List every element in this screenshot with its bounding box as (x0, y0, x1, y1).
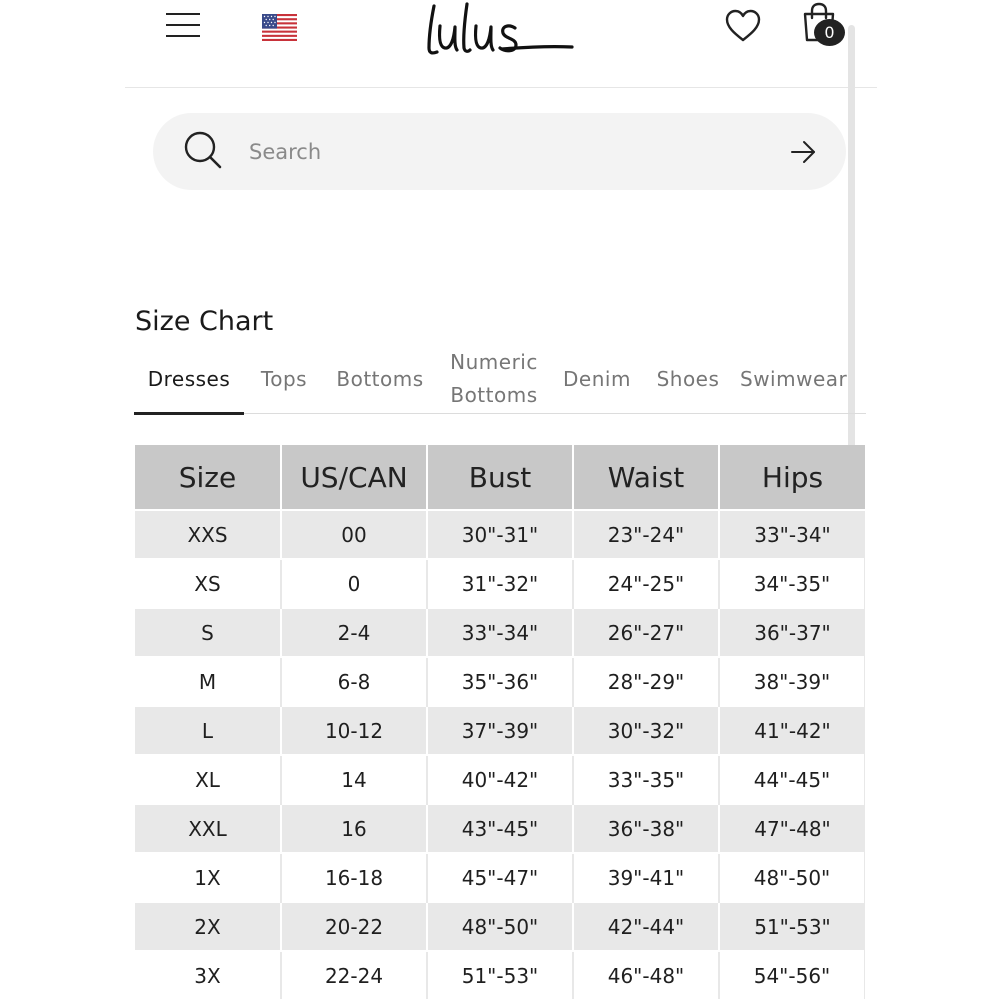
size-table (135, 445, 865, 999)
table-cell: XS (135, 559, 281, 608)
table-cell: 30"-32" (573, 706, 719, 755)
column-header-waist: Waist (573, 445, 719, 510)
size-chart-title: Size Chart (135, 306, 274, 337)
table-cell: 33"-34" (427, 608, 573, 657)
table-row (135, 755, 865, 804)
table-cell: 42"-44" (573, 902, 719, 951)
size-table-container (135, 445, 865, 999)
table-header-row (135, 445, 865, 510)
table-cell: 22-24 (281, 951, 427, 999)
table-cell: 20-22 (281, 902, 427, 951)
table-cell: 23"-24" (573, 510, 719, 559)
column-header-bust: Bust (427, 445, 573, 510)
tab-tops[interactable]: Tops (260, 366, 308, 391)
table-cell: 33"-35" (573, 755, 719, 804)
column-header-size: Size (135, 445, 281, 510)
scrollbar[interactable] (848, 25, 855, 515)
table-cell: 14 (281, 755, 427, 804)
table-cell: 48"-50" (719, 853, 865, 902)
table-cell: 39"-41" (573, 853, 719, 902)
table-cell: 6-8 (281, 657, 427, 706)
table-row (135, 657, 865, 706)
table-cell: 16 (281, 804, 427, 853)
table-row (135, 902, 865, 951)
heart-icon[interactable] (724, 8, 762, 44)
tab-swimwear[interactable]: Swimwear (740, 366, 848, 391)
table-cell: 40"-42" (427, 755, 573, 804)
tab-denim[interactable]: Denim (563, 366, 631, 391)
table-row (135, 608, 865, 657)
table-cell: 34"-35" (719, 559, 865, 608)
search-input[interactable] (247, 131, 771, 173)
table-cell: 43"-45" (427, 804, 573, 853)
table-cell: S (135, 608, 281, 657)
arrow-right-icon[interactable] (789, 139, 817, 165)
size-chart-tabs (134, 344, 866, 416)
tab-shoes[interactable]: Shoes (656, 366, 720, 391)
table-cell: XXS (135, 510, 281, 559)
table-cell: 38"-39" (719, 657, 865, 706)
tab-bottoms[interactable]: Bottoms (336, 366, 424, 391)
table-row (135, 510, 865, 559)
table-cell: 16-18 (281, 853, 427, 902)
table-cell: 00 (281, 510, 427, 559)
table-cell: XXL (135, 804, 281, 853)
table-row (135, 951, 865, 999)
hamburger-menu-icon[interactable] (166, 11, 200, 39)
column-header-hips: Hips (719, 445, 865, 510)
table-row (135, 706, 865, 755)
table-cell: 44"-45" (719, 755, 865, 804)
search-icon[interactable] (183, 130, 223, 170)
header-divider (125, 87, 877, 88)
table-cell: 36"-37" (719, 608, 865, 657)
tab-dresses[interactable]: Dresses (147, 366, 231, 391)
table-cell: 24"-25" (573, 559, 719, 608)
table-cell: 51"-53" (719, 902, 865, 951)
table-cell: 46"-48" (573, 951, 719, 999)
table-cell: 33"-34" (719, 510, 865, 559)
tab-numeric-bottoms[interactable]: Numeric Bottoms (450, 350, 538, 407)
table-cell: 0 (281, 559, 427, 608)
table-cell: M (135, 657, 281, 706)
table-row (135, 804, 865, 853)
lulus-logo[interactable] (412, 0, 587, 60)
us-flag-icon[interactable] (262, 14, 297, 41)
table-cell: 31"-32" (427, 559, 573, 608)
search-bar (153, 113, 846, 190)
table-row (135, 559, 865, 608)
table-cell: 37"-39" (427, 706, 573, 755)
column-header-us-can: US/CAN (281, 445, 427, 510)
table-row (135, 853, 865, 902)
table-cell: 41"-42" (719, 706, 865, 755)
bag-count-badge: 0 (814, 19, 845, 46)
table-cell: 2-4 (281, 608, 427, 657)
active-tab-indicator (134, 412, 244, 415)
table-cell: 36"-38" (573, 804, 719, 853)
table-cell: 10-12 (281, 706, 427, 755)
table-cell: 3X (135, 951, 281, 999)
table-cell: 45"-47" (427, 853, 573, 902)
table-cell: 1X (135, 853, 281, 902)
table-cell: 30"-31" (427, 510, 573, 559)
table-cell: 2X (135, 902, 281, 951)
table-cell: L (135, 706, 281, 755)
table-cell: XL (135, 755, 281, 804)
table-cell: 51"-53" (427, 951, 573, 999)
table-cell: 26"-27" (573, 608, 719, 657)
table-cell: 35"-36" (427, 657, 573, 706)
table-cell: 48"-50" (427, 902, 573, 951)
table-cell: 28"-29" (573, 657, 719, 706)
table-cell: 54"-56" (719, 951, 865, 999)
size-table-body (135, 510, 865, 999)
table-cell: 47"-48" (719, 804, 865, 853)
